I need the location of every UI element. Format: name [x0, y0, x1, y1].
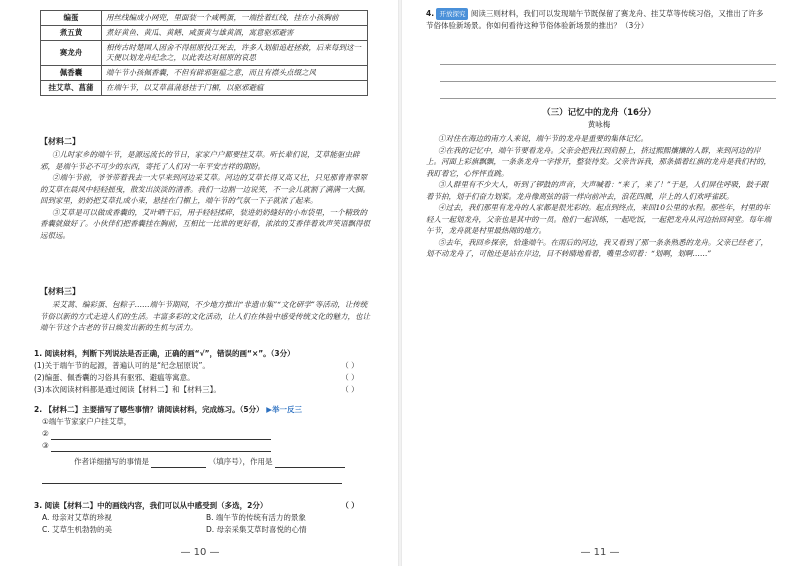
custom-table — [40, 10, 368, 96]
page-number: — 10 — — [180, 547, 220, 558]
question-1-item: (3)本次阅读材料都是通过阅读【材料二】和【材料三】。 （ ） — [34, 384, 370, 396]
question-1-item: (2)编蛋、佩香囊的习俗具有驱邪、避瘟等寓意。 （ ） — [34, 372, 370, 384]
question-2-stem: 2. 【材料二】主要描写了哪些事情？请阅读材料，完成练习。（5分） ▶举一反三 — [34, 405, 303, 414]
right-page — [400, 0, 800, 566]
reading-passage — [426, 102, 772, 260]
table-cell-name: 挂艾草、菖蒲 — [41, 81, 102, 96]
material-three-title: 【材料三】 — [40, 287, 80, 296]
material-two-para-2: ②端午节前，爷爷带着我去一大早来到河边采艾草。河边的艾草长得又高又壮，只见那青青翠翠的艾草在晨风中轻轻摇曳，散发出淡淡的清香。我们一边割一边说笑，不一会儿就割了满满一大捆。回到家里，奶奶把艾草扎成小束，悬挂在门楣上，端午节的气氛一下子就浓了起来。 — [40, 173, 370, 205]
table-cell-name: 煮五黄 — [41, 26, 102, 41]
table-cell-text: 相传古时楚国人因舍不得屈原投江死去，许多人划船追赶拯救，后来每到这一天便以划龙舟纪念之，以此表达对屈原的哀思 — [102, 41, 368, 66]
table-row — [41, 66, 368, 81]
question-2-tail: 作者详细描写的事情是 （填序号），作用是 — [34, 456, 370, 468]
table-cell-text: 在端午节，以艾草菖蒲悬挂于门楣，以驱邪避瘟 — [102, 81, 368, 96]
answer-paren[interactable]: （ ） — [341, 361, 359, 370]
answer-paren[interactable]: （ ） — [341, 501, 359, 510]
material-two-para-1: ①儿时家乡的端午节，是源远流长的节日，家家户户都要挂艾草。听长辈们说，艾草能驱虫辟邪，是端午节必不可少的东西，寄托了人们对一年平安吉祥的期盼。 — [40, 150, 360, 171]
table-cell-text: 煮好黄鱼、黄瓜、黄鳝、咸蛋黄与雄黄酒，寓意驱邪避害 — [102, 26, 368, 41]
answer-paren[interactable]: （ ） — [341, 373, 359, 382]
table-cell-text: 端午节小孩佩香囊，不但有辟邪驱瘟之意，而且有襟头点缀之风 — [102, 66, 368, 81]
answer-blank[interactable] — [42, 474, 342, 484]
passage-para-3: ③人群里有不少大人，听到了锣鼓的声音，大声喊着：“来了，来了！”于是，人们屏住呼吸，鼓手跟着节拍，划手们奋力划桨。龙舟像离弦的箭一样向前冲去，浪花四溅，岸上的人们欢呼雀跃。 — [426, 180, 769, 201]
question-1-stem: 1. 阅读材料，判断下列说法是否正确，正确的画“√”，错误的画“×”。（3分） — [34, 349, 295, 358]
material-three-para: 采艾蒿、编彩蛋、包粽子……端午节期间，不少地方推出“非遗市集”“文化研学”等活动，让传统节俗以新的方式走进人们的生活。丰富多彩的文化活动，让人们在体验中感受传统文化的魅力，也让端午节这个古老的节日焕发出新的生机与活力。 — [40, 300, 370, 332]
question-3 — [34, 500, 370, 536]
table-row — [41, 41, 368, 66]
answer-lines — [400, 48, 800, 99]
open-inquiry-badge: 开放探究 — [436, 8, 468, 20]
answer-line[interactable] — [440, 65, 776, 82]
question-2 — [34, 404, 370, 484]
passage-para-4: ④过去，我们那里有龙舟的人家都是很光彩的。起点到终点，来回10公里的水程。那些年，村里的年轻人一起划龙舟，父亲也是其中的一员。他们一起训练，一起吃饭，一起把龙舟从河边抬回祠堂。每年端午节，龙舟就是村里最热闹的地方。 — [426, 203, 771, 235]
table-row — [41, 11, 368, 26]
question-2-extra-line — [34, 472, 370, 484]
question-2-line: ② — [34, 428, 370, 440]
answer-blank[interactable] — [51, 442, 271, 452]
answer-line[interactable] — [440, 82, 776, 99]
table-cell-name: 编蛋 — [41, 11, 102, 26]
question-2-line: ③ — [34, 440, 370, 452]
material-three — [40, 284, 370, 334]
answer-line[interactable] — [440, 48, 776, 65]
question-4 — [426, 8, 766, 32]
material-two-para-3: ③艾草是可以做成香囊的，艾叶晒干后，用手轻轻揉碎，装进奶奶缝好的小布袋里，一个精致的香囊就做好了。小伙伴们把香囊挂在胸前，互相比一比谁的更好看，浓浓的艾香伴着欢声笑语飘得很远很远。 — [40, 207, 370, 240]
answer-blank[interactable] — [51, 430, 271, 440]
option-a[interactable]: A. 母亲对艾草的珍视 — [42, 513, 112, 522]
option-c[interactable]: C. 艾草生机勃勃的美 — [42, 525, 113, 534]
section-title: （三）记忆中的龙舟（16分） — [542, 108, 656, 118]
question-2-lead: ①端午节家家户户挂艾草， — [42, 417, 132, 426]
question-4-stem: 4. 开放探究 阅读三则材料，我们可以发现端午节既保留了赛龙舟、挂艾草等传统习俗，又推出了许多节俗体验新场景。你如何看待这种节俗体验新场景的推出？（3分） — [426, 9, 764, 30]
option-d[interactable]: D. 母亲采集艾草时喜悦的心情 — [206, 525, 307, 534]
table-row — [41, 26, 368, 41]
table-row — [41, 81, 368, 96]
answer-blank[interactable] — [275, 458, 345, 468]
material-two — [40, 134, 370, 241]
page-number: — 11 — — [580, 547, 620, 558]
option-b[interactable]: B. 端午节的传统有活力的景象 — [206, 513, 306, 522]
table-cell-text: 用丝线编成小网兜，里面装一个咸鸭蛋，一端拴着红线，挂在小孩胸前 — [102, 11, 368, 26]
answer-blank[interactable] — [151, 458, 206, 468]
practice-link[interactable]: ▶举一反三 — [266, 405, 303, 414]
question-1 — [34, 348, 370, 396]
question-3-stem: 3. 阅读【材料二】中的画线内容，我们可以从中感受到（多选，2分） （ ） — [34, 500, 370, 512]
question-1-item: (1)关于端午节的起源，普遍认可的是“纪念屈原说”。 （ ） — [34, 360, 370, 372]
passage-para-2: ②在我的记忆中，端午节要看龙舟。父亲会把我扛到肩膀上，挤过熙熙攘攘的人群，来到河边的岸上。河面上彩旗飘飘，一条条龙舟一字排开，整装待发。父亲告诉我，那条插着红旗的龙舟是我们村的，我盯着它，心怦怦直跳。 — [426, 145, 771, 178]
author-name: 黄咏梅 — [587, 120, 611, 129]
passage-para-1: ①对住在海边的南方人来说，端午节的龙舟是重要的集体记忆。 — [438, 134, 648, 143]
material-two-title: 【材料二】 — [40, 137, 80, 146]
answer-paren[interactable]: （ ） — [341, 385, 359, 394]
table-cell-name: 佩香囊 — [41, 66, 102, 81]
table-cell-name: 赛龙舟 — [41, 41, 102, 66]
passage-para-5: ⑤去年，我回乡探亲，恰逢端午。在雨后的河边，我又看到了那一条条熟悉的龙舟。父亲已经老了，划不动龙舟了，可他还是站在岸边，目不转睛地看着，嘴里念叨着：“划啊，划啊……” — [426, 237, 768, 258]
